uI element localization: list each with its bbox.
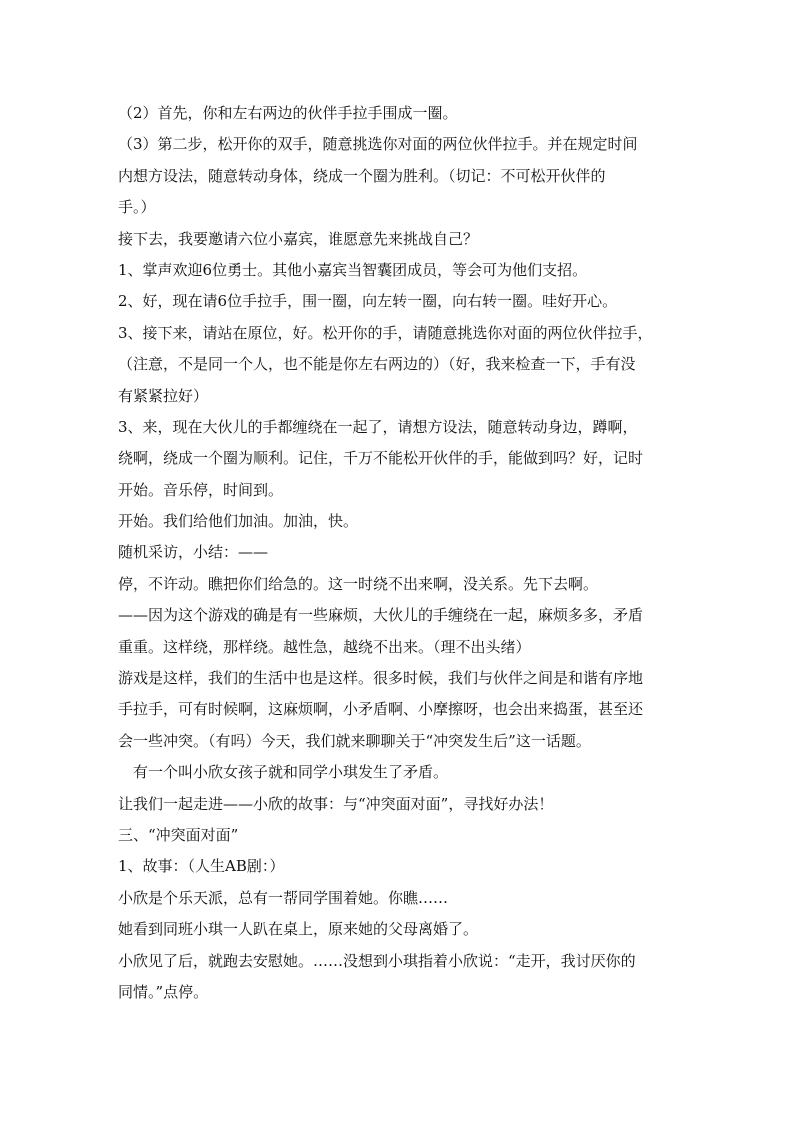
text-line: 有紧紧拉好） — [118, 386, 209, 405]
text-line: （3）第二步，松开你的双手，随意挑选你对面的两位伙伴拉手。并在规定时间 — [118, 135, 638, 154]
text-line: 小欣见了后，就跑去安慰她。……没想到小琪指着小欣说：“走开，我讨厌你的 — [118, 951, 636, 970]
text-line: 2、好，现在请6位手拉手，围一圈，向左转一圈，向右转一圈。哇好开心。 — [118, 292, 618, 311]
section-heading: 三、“冲突面对面” — [118, 825, 239, 844]
text-line: 开始。我们给他们加油。加油，快。 — [118, 512, 359, 531]
text-line: 她看到同班小琪一人趴在桌上，原来她的父母离婚了。 — [118, 920, 479, 939]
text-line: 同情。”点停。 — [118, 982, 209, 1001]
text-line: 3、来，现在大伙儿的手都缠绕在一起了，请想方设法，随意转动身边，蹲啊， — [118, 417, 638, 436]
text-line: 3、接下来，请站在原位，好。松开你的手，请随意挑选你对面的两位伙伴拉手， — [118, 323, 653, 342]
text-line: ——因为这个游戏的确是有一些麻烦，大伙儿的手缠绕在一起，麻烦多多，矛盾 — [118, 606, 644, 625]
text-line: 随机采访，小结：—— — [118, 543, 269, 562]
text-line: 接下去，我要邀请六位小嘉宾，谁愿意先来挑战自己？ — [118, 229, 479, 248]
text-line: 绕啊，绕成一个圈为顺利。记住，千万不能松开伙伴的手，能做到吗？好，记时 — [118, 449, 644, 468]
text-line: 重重。这样绕，那样绕。越性急，越绕不出来。（理不出头绪） — [118, 637, 531, 656]
text-line: （2）首先，你和左右两边的伙伴手拉手围成一圈。 — [118, 104, 458, 122]
text-line: 手拉手，可有时候啊，这麻烦啊，小矛盾啊、小摩擦呀，也会出来捣蛋，甚至还 — [118, 700, 644, 719]
text-line: 1、故事：（人生AB剧：） — [118, 857, 285, 876]
text-line: 有一个叫小欣女孩子就和同学小琪发生了矛盾。 — [118, 763, 449, 782]
text-line: 手。） — [118, 198, 156, 217]
text-line: 游戏是这样，我们的生活中也是这样。很多时候，我们与伙伴之间是和谐有序地 — [118, 669, 644, 688]
text-line: 让我们一起走进——小欣的故事：与“冲突面对面”，寻找好办法！ — [118, 794, 554, 813]
text-line: 小欣是个乐天派，总有一帮同学围着她。你瞧…… — [118, 888, 449, 907]
text-line: （注意，不是同一个人，也不能是你左右两边的）（好，我来检查一下，手有没 — [118, 355, 636, 374]
text-line: 会一些冲突。（有吗）今天，我们就来聊聊关于“冲突发生后”这一话题。 — [118, 731, 591, 750]
document-body — [118, 98, 688, 1008]
text-line: 内想方设法，随意转动身体，绕成一个圈为胜利。（切记：不可松开伙伴的 — [118, 166, 606, 185]
text-line: 1、掌声欢迎6位勇士。其他小嘉宾当智囊团成员，等会可为他们支招。 — [118, 260, 588, 279]
text-line: 停，不许动。瞧把你们给急的。这一时绕不出来啊，没关系。先下去啊。 — [118, 574, 599, 593]
text-line: 开始。音乐停，时间到。 — [118, 480, 284, 499]
